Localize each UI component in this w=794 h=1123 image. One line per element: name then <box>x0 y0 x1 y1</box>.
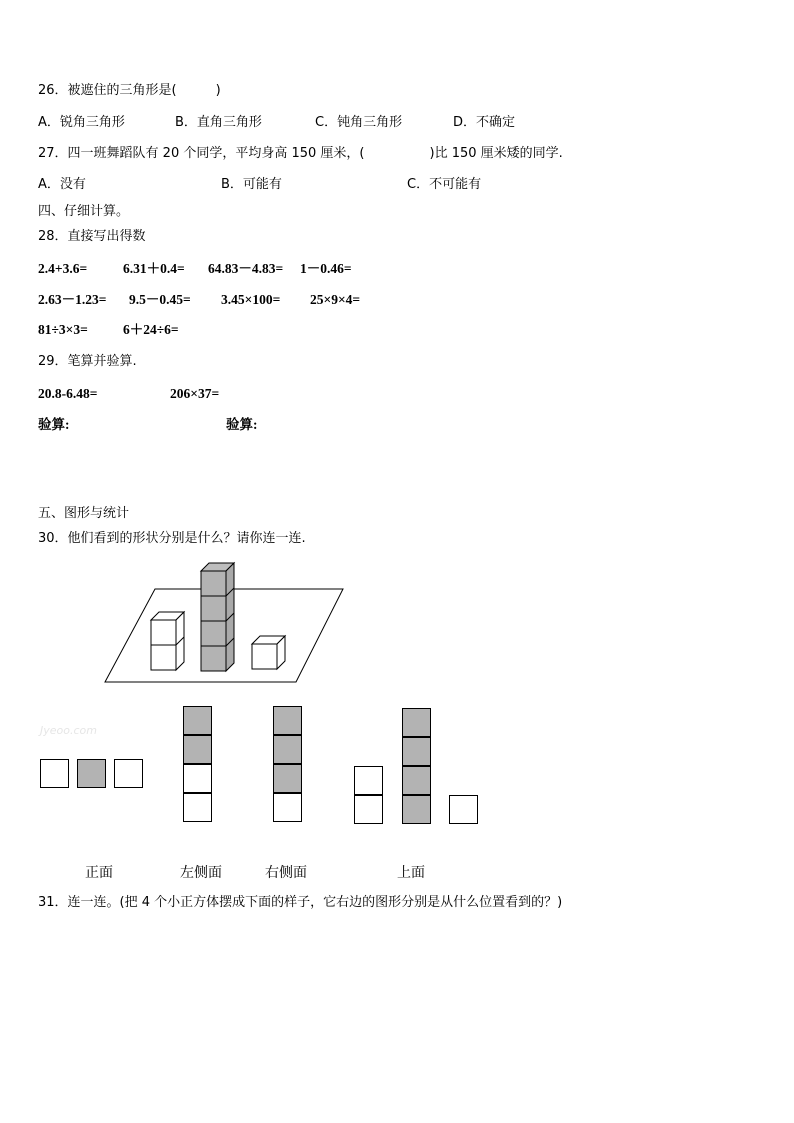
q28-expr: 6＋24÷6= <box>123 322 179 337</box>
left-cube-stack <box>151 612 184 670</box>
q28-expr: 2.4+3.6= <box>38 261 88 276</box>
q29-check-label-2: 验算: <box>226 417 258 432</box>
q26-stem: 26．被遮住的三角形是( ) <box>38 83 221 98</box>
q26-option-c: C．钝角三角形 <box>315 115 403 130</box>
q28-expr: 25×9×4= <box>310 292 361 307</box>
view-label-front[interactable]: 正面 <box>85 865 113 881</box>
q28-expr: 6.31＋0.4= <box>123 261 185 276</box>
q28-expr: 2.63－1.23= <box>38 292 107 307</box>
view-label-left[interactable]: 左侧面 <box>180 865 222 881</box>
q31-title: 31．连一连。(把 4 个小正方体摆成下面的样子，它右边的图形分别是从什么位置看到的？) <box>38 895 563 910</box>
q29-title: 29．笔算并验算. <box>38 354 137 369</box>
right-single-cube <box>252 636 285 669</box>
center-cube-stack <box>201 563 234 671</box>
q27-option-a: A．没有 <box>38 177 86 192</box>
view-label-right[interactable]: 右侧面 <box>265 865 307 881</box>
q28-title: 28．直接写出得数 <box>38 229 146 244</box>
q27-option-b: B．可能有 <box>221 177 282 192</box>
q26-option-a: A．锐角三角形 <box>38 115 125 130</box>
view-label-top[interactable]: 上面 <box>397 865 425 881</box>
q29-problem-1: 20.8-6.48= <box>38 386 98 401</box>
watermark: Jyeoo.com <box>40 724 97 737</box>
q28-expr: 81÷3×3= <box>38 322 88 337</box>
q30-title: 30．他们看到的形状分别是什么？请你连一连. <box>38 531 306 546</box>
q28-expr: 3.45×100= <box>221 292 281 307</box>
q27-stem: 27．四一班舞蹈队有 20 个同学，平均身高 150 厘米，( )比 150 厘米矮的同学. <box>38 146 563 161</box>
q28-expr: 1－0.46= <box>300 261 352 276</box>
q29-check-label-1: 验算: <box>38 417 70 432</box>
q28-expr: 9.5－0.45= <box>129 292 191 307</box>
q29-problem-2: 206×37= <box>170 386 220 401</box>
section5-title: 五、图形与统计 <box>38 506 130 521</box>
q26-option-b: B．直角三角形 <box>175 115 262 130</box>
q27-option-c: C．不可能有 <box>407 177 482 192</box>
q26-option-d: D．不确定 <box>453 115 516 130</box>
q28-expr: 64.83－4.83= <box>208 261 284 276</box>
section4-title: 四、仔细计算。 <box>38 204 130 219</box>
